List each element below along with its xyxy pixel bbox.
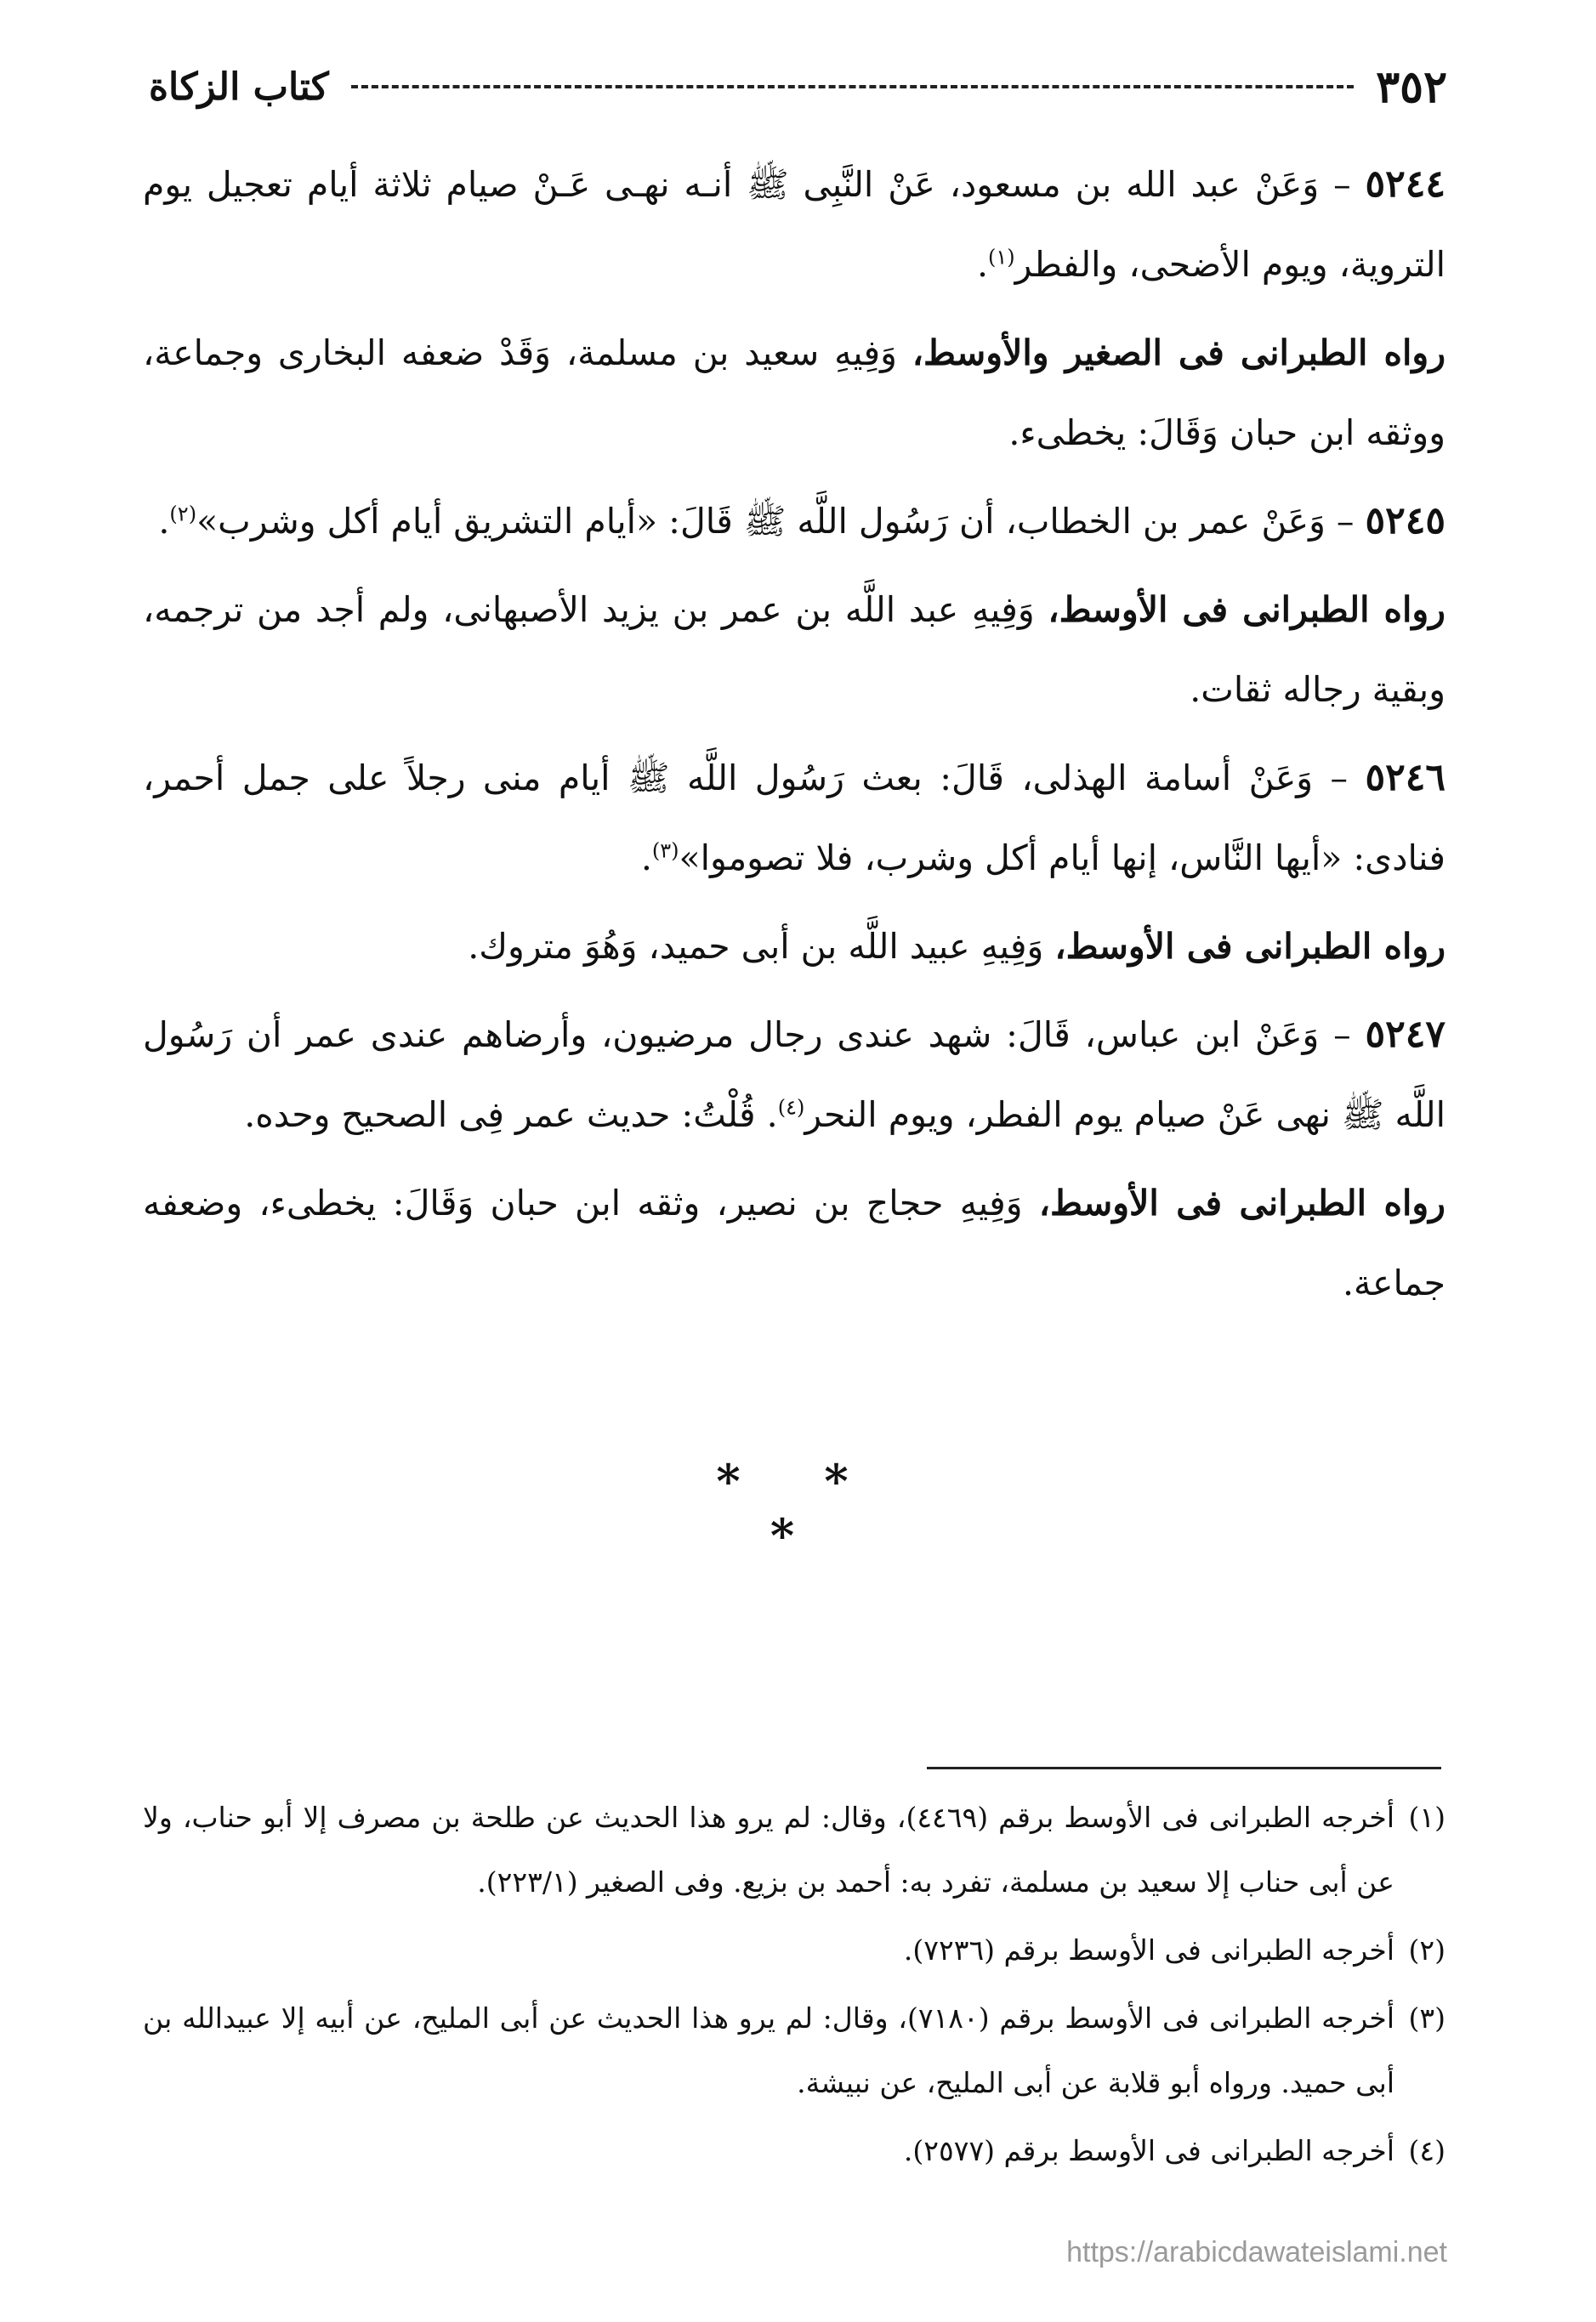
footnote bbox=[143, 1918, 1445, 1983]
source-note bbox=[143, 570, 1445, 730]
footnote-text: أخرجه الطبرانى فى الأوسط برقم (٤٤٦٩)، وقال: لم يرو هذا الحديث عن طلحة بن مصرف إلا أبو حناب، ولا عن أبى حناب إلا سعيد بن مسلمة، تفرد به: أحمد بن بزيع. وفى الصغير (٢٢٣/١). bbox=[143, 1801, 1394, 1899]
source-bold: رواه الطبرانى فى الأوسط، bbox=[1048, 589, 1445, 630]
footnote-text: أخرجه الطبرانى فى الأوسط برقم (٧٢٣٦). bbox=[903, 1933, 1394, 1967]
header-dashed-rule bbox=[351, 85, 1355, 88]
hadith-5244 bbox=[143, 145, 1445, 304]
footnote-number: (١) bbox=[1408, 1801, 1445, 1834]
source-bold: رواه الطبرانى فى الصغير والأوسط، bbox=[912, 332, 1445, 373]
footnote-rule bbox=[927, 1767, 1441, 1769]
footnote bbox=[143, 1785, 1445, 1915]
source-text: وَفِيهِ حجاج بن نصير، وثقه ابن حبان وَقَالَ: يخطىء، وضعفه جماعة. bbox=[143, 1183, 1445, 1303]
hadith-text: – وَعَنْ عمر بن الخطاب، أن رَسُول اللَّه ﷺ قَالَ: «أيام التشريق أيام أكل وشرب» bbox=[196, 501, 1355, 542]
footnote-text: أخرجه الطبرانى فى الأوسط برقم (٢٥٧٧). bbox=[903, 2134, 1394, 2167]
source-text: وَفِيهِ سعيد بن مسلمة، وَقَدْ ضعفه البخارى وجماعة، ووثقه ابن حبان وَقَالَ: يخطىء. bbox=[143, 332, 1445, 453]
main-text bbox=[143, 145, 1445, 1331]
source-text: وَفِيهِ عبد اللَّه بن عمر بن يزيد الأصبهانى، ولم أجد من ترجمه، وبقية رجاله ثقات. bbox=[143, 589, 1445, 710]
hadith-end: . bbox=[640, 837, 652, 878]
source-note bbox=[143, 906, 1445, 986]
hadith-5246 bbox=[143, 738, 1445, 898]
footnote-number: (٣) bbox=[1408, 2001, 1445, 2035]
page-header bbox=[149, 53, 1447, 121]
footnote-ref: (٤) bbox=[777, 1095, 805, 1120]
footnote-ref: (٢) bbox=[169, 502, 197, 526]
section-separator: * * * bbox=[716, 1454, 883, 1563]
footnote bbox=[143, 2119, 1445, 2183]
footnotes bbox=[143, 1785, 1445, 2187]
footnote-number: (٢) bbox=[1408, 1933, 1445, 1967]
hadith-end: . bbox=[976, 244, 989, 285]
footnote bbox=[143, 1986, 1445, 2115]
hadith-number: ٥٢٤٤ bbox=[1365, 162, 1445, 206]
footnote-ref: (١) bbox=[988, 245, 1015, 270]
hadith-text: – وَعَنْ أسامة الهذلى، قَالَ: بعث رَسُول اللَّه ﷺ أيام منى رجلاً على جمل أحمر، فنادى: «أيها النَّاس، إنها أيام أكل وشرب، فلا تصوموا» bbox=[143, 758, 1445, 878]
hadith-number: ٥٢٤٦ bbox=[1365, 756, 1445, 799]
watermark-url: https://arabicdawateislami.net bbox=[1066, 2236, 1447, 2268]
hadith-end: . bbox=[158, 501, 170, 542]
hadith-text: – وَعَنْ ابن عباس، قَالَ: شهد عندى رجال مرضيون، وأرضاهم عندى عمر أن رَسُول اللَّه ﷺ نهى عَنْ صيام يوم الفطر، ويوم النحر bbox=[143, 1014, 1445, 1135]
book-title: كتاب الزكاة bbox=[149, 65, 329, 109]
footnote-text: أخرجه الطبرانى فى الأوسط برقم (٧١٨٠)، وقال: لم يرو هذا الحديث عن أبى المليح، عن أبيه إلا عبيدالله بن أبى حميد. ورواه أبو قلابة عن أبى المليح، عن نبيشة. bbox=[143, 2001, 1395, 2099]
source-note bbox=[143, 1163, 1445, 1323]
footnote-number: (٤) bbox=[1408, 2134, 1445, 2167]
page-number: ٣٥٢ bbox=[1376, 60, 1447, 113]
footnote-ref: (٣) bbox=[651, 838, 679, 863]
hadith-number: ٥٢٤٧ bbox=[1365, 1013, 1446, 1056]
hadith-number: ٥٢٤٥ bbox=[1365, 499, 1445, 542]
source-bold: رواه الطبرانى فى الأوسط، bbox=[1054, 926, 1445, 967]
hadith-end: . قُلْتُ: حديث عمر فِى الصحيح وحده. bbox=[244, 1094, 778, 1135]
source-text: وَفِيهِ عبيد اللَّه بن أبى حميد، وَهُوَ متروك. bbox=[468, 926, 1055, 967]
hadith-5247 bbox=[143, 995, 1445, 1155]
hadith-text: – وَعَنْ عبد الله بن مسعود، عَنْ النَّبِى ﷺ أنـه نهـى عَـنْ صيام ثلاثة أيام تعجيل يوم التروية، ويوم الأضحى، والفطر bbox=[143, 164, 1445, 285]
source-bold: رواه الطبرانى فى الأوسط، bbox=[1038, 1183, 1445, 1223]
hadith-5245 bbox=[143, 481, 1445, 561]
source-note bbox=[143, 313, 1445, 473]
